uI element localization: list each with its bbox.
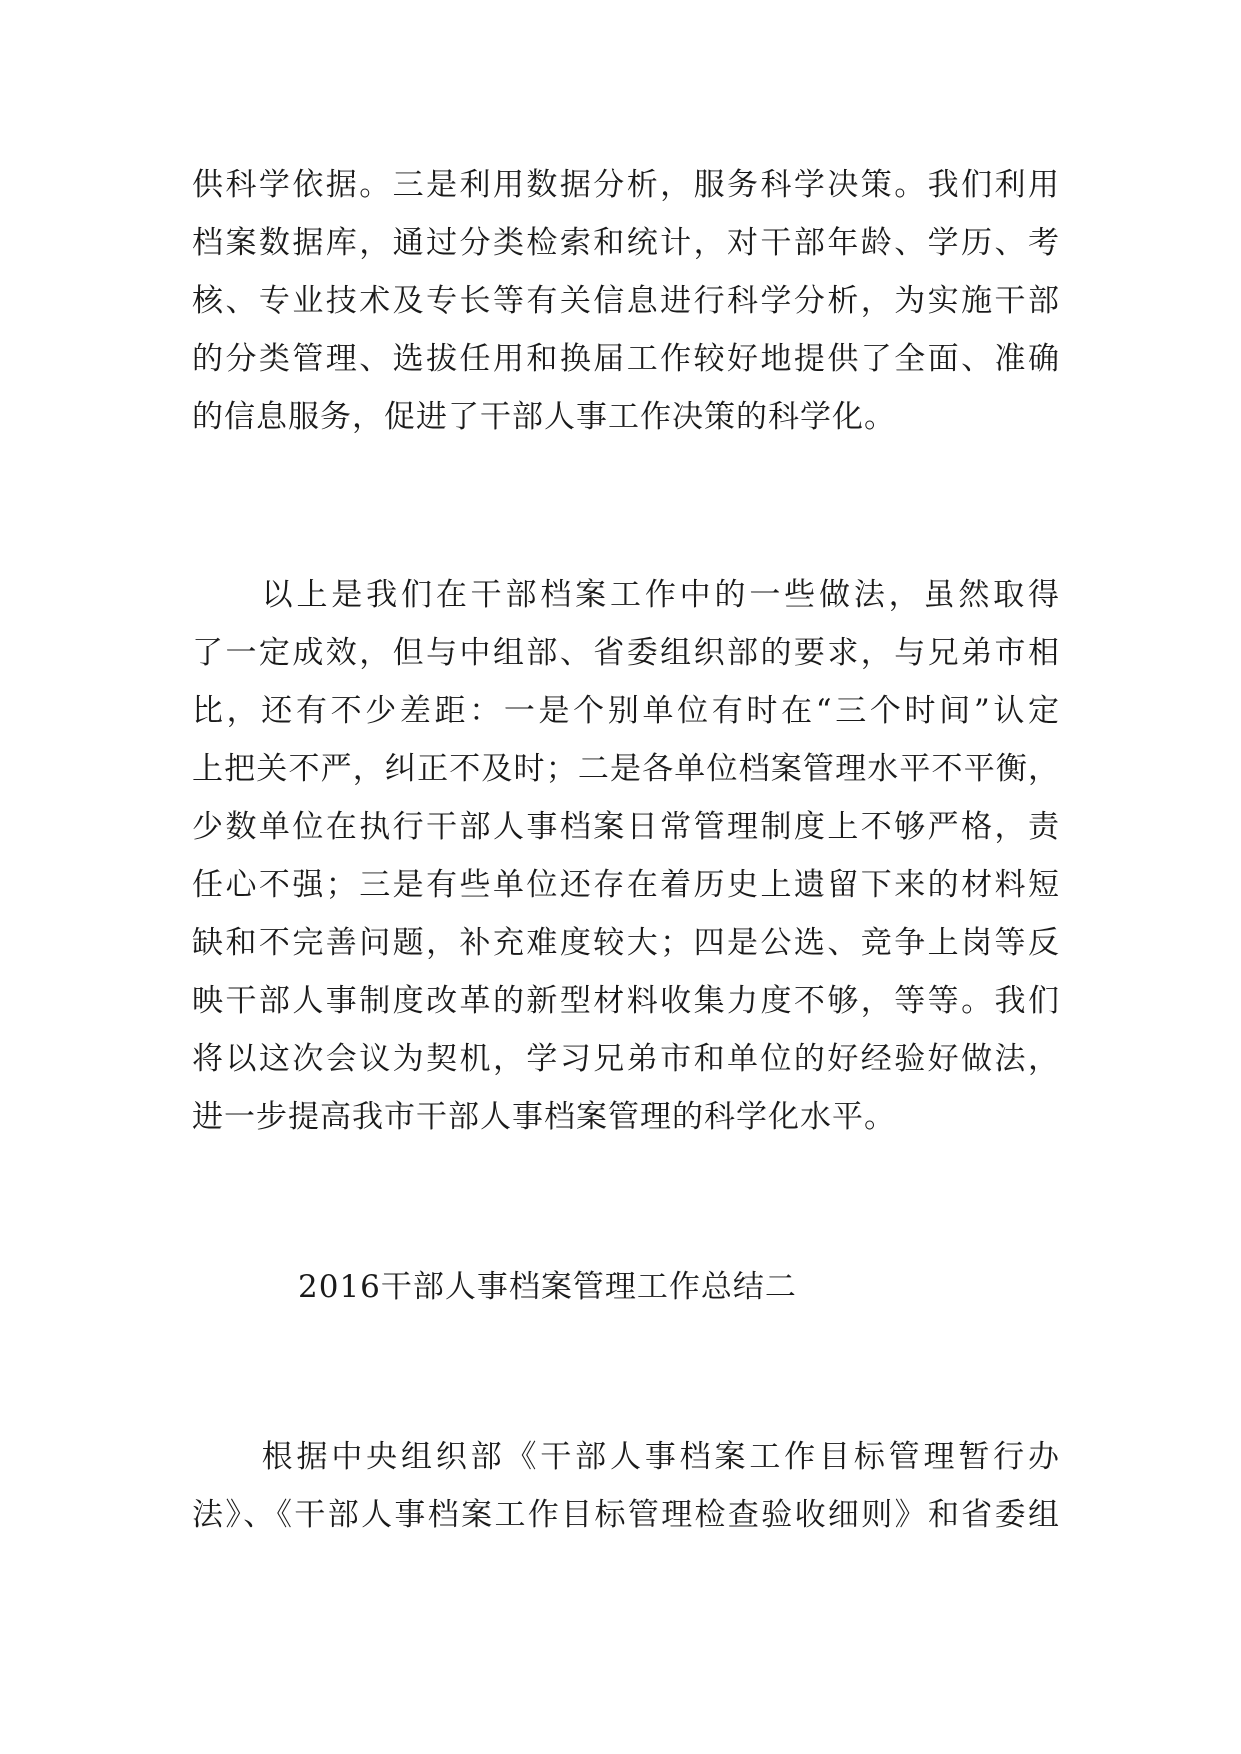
text-line: 供科学依据。三是利用数据分析，服务科学决策。我们利用	[192, 167, 1060, 203]
text-line: 根据中央组织部《干部人事档案工作目标管理暂行办	[192, 1439, 1060, 1475]
text-line: 少数单位在执行干部人事档案日常管理制度上不够严格，责	[192, 809, 1060, 845]
text-line: 缺和不完善问题，补充难度较大；四是公选、竞争上岗等反	[192, 925, 1060, 961]
text-line: 了一定成效，但与中组部、省委组织部的要求，与兄弟市相	[192, 635, 1060, 671]
text-line: 档案数据库，通过分类检索和统计，对干部年龄、学历、考	[192, 225, 1060, 261]
text-line: 法》、《干部人事档案工作目标管理检查验收细则》和省委组	[192, 1497, 1060, 1533]
text-line: 将以这次会议为契机，学习兄弟市和单位的好经验好做法，	[192, 1041, 1060, 1077]
text-line: 比，还有不少差距：一是个别单位有时在“三个时间”认定	[192, 693, 1060, 729]
section-heading: 2016干部人事档案管理工作总结二	[298, 1269, 797, 1305]
text-line: 进一步提高我市干部人事档案管理的科学化水平。	[192, 1099, 896, 1135]
text-line: 核、专业技术及专长等有关信息进行科学分析，为实施干部	[192, 283, 1060, 319]
paragraph-shortcomings	[192, 566, 1060, 1146]
text-line: 的信息服务，促进了干部人事工作决策的科学化。	[192, 399, 896, 435]
paragraph-data-analysis	[192, 156, 1060, 446]
text-line: 以上是我们在干部档案工作中的一些做法，虽然取得	[192, 577, 1060, 613]
text-line: 的分类管理、选拔任用和换届工作较好地提供了全面、准确	[192, 341, 1060, 377]
text-line: 上把关不严，纠正不及时；二是各单位档案管理水平不平衡，	[192, 751, 1060, 787]
text-line: 任心不强；三是有些单位还存在着历史上遗留下来的材料短	[192, 867, 1060, 903]
paragraph-regulations	[192, 1428, 1060, 1544]
text-line: 映干部人事制度改革的新型材料收集力度不够，等等。我们	[192, 983, 1060, 1019]
